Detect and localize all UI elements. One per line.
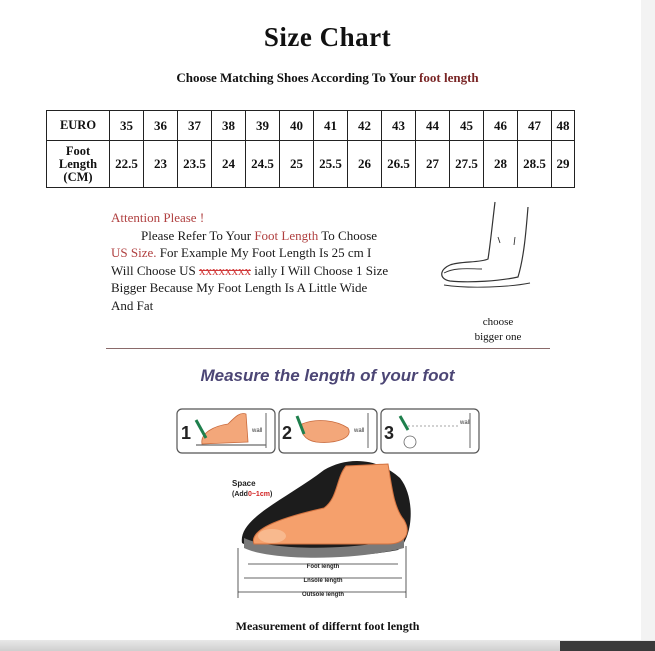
attention-line-1a: Please Refer To Your xyxy=(141,227,255,243)
euro-size-cell: 39 xyxy=(246,111,280,141)
subtitle-prefix: Choose Matching Shoes According To Your xyxy=(176,70,420,85)
outsole-length-label: Outsole length xyxy=(302,592,344,598)
euro-size-cell: 46 xyxy=(484,111,518,141)
foot-length-header xyxy=(47,141,110,188)
attention-line-2 xyxy=(111,244,441,262)
page-title: Size Chart xyxy=(263,22,392,52)
measure-title: Measure the length of your foot xyxy=(200,366,455,385)
attention-redacted: xxxxxxxx xyxy=(198,262,251,278)
euro-size-cell: 47 xyxy=(518,111,552,141)
section-divider xyxy=(106,348,550,349)
space-value-line xyxy=(232,491,272,498)
choose-note-line2: bigger one xyxy=(474,331,522,343)
foot-length-row xyxy=(47,141,575,188)
attention-us-size: US Size. xyxy=(111,245,157,260)
step-2-wall-label: wall xyxy=(354,428,365,434)
attention-line-2b: For Example My Foot Length Is 25 cm I xyxy=(156,245,372,260)
euro-row xyxy=(47,111,575,141)
choose-note-line1: choose xyxy=(482,316,514,328)
euro-size-cell: 42 xyxy=(348,111,382,141)
foot-length-header-line3: (CM) xyxy=(63,169,93,184)
euro-size-cell: 44 xyxy=(416,111,450,141)
attention-line-4: Bigger Because My Foot Length Is A Little Wide xyxy=(111,280,368,295)
subtitle xyxy=(0,70,655,86)
foot-length-header-line1: Foot xyxy=(65,143,91,158)
step-3-wall-label: wall xyxy=(460,420,471,426)
attention-note xyxy=(111,209,441,314)
foot-length-cell: 28.5 xyxy=(518,141,552,188)
measurement-caption: Measurement of differnt foot length xyxy=(235,619,420,633)
choose-bigger-note xyxy=(458,315,538,345)
page-edge-corner xyxy=(560,641,655,651)
foot-length-cell: 28 xyxy=(484,141,518,188)
page-edge-right xyxy=(641,0,655,651)
space-value-suffix: ) xyxy=(269,491,273,498)
space-label: Space xyxy=(232,479,256,488)
euro-size-cell: 41 xyxy=(314,111,348,141)
euro-header: EURO xyxy=(47,111,110,141)
foot-sketch-illustration xyxy=(430,197,540,307)
foot-length-label: Foot length xyxy=(306,564,340,570)
step-3-number: 3 xyxy=(384,423,395,443)
foot-length-cell: 22.5 xyxy=(110,141,144,188)
foot-length-header-line2: Length xyxy=(58,156,98,171)
attention-line-5: And Fat xyxy=(111,297,154,313)
page-edge-bottom xyxy=(0,640,655,651)
step-1-number: 1 xyxy=(181,423,192,443)
step-1 xyxy=(177,409,275,453)
step-1-wall-label: wall xyxy=(252,428,263,434)
step-3 xyxy=(381,409,479,453)
euro-size-cell: 37 xyxy=(178,111,212,141)
foot-measurement-diagram xyxy=(228,458,418,608)
attention-line-1c: To Choose xyxy=(318,227,378,243)
attention-heading: Attention Please ! xyxy=(111,210,205,225)
euro-size-cell: 43 xyxy=(382,111,416,141)
foot-length-cell: 24.5 xyxy=(246,141,280,188)
space-value: 0~1cm xyxy=(247,491,270,498)
euro-size-cell: 36 xyxy=(144,111,178,141)
foot-length-cell: 27 xyxy=(416,141,450,188)
size-table xyxy=(46,110,575,188)
measuring-steps xyxy=(176,408,481,454)
subtitle-highlight: foot length xyxy=(419,70,479,85)
euro-size-cell: 48 xyxy=(552,111,575,141)
attention-line-3c: ially I Will Choose 1 Size xyxy=(250,262,389,278)
foot-length-cell: 26.5 xyxy=(382,141,416,188)
attention-line-3 xyxy=(111,262,441,280)
step-2-number: 2 xyxy=(282,423,293,443)
euro-size-cell: 45 xyxy=(450,111,484,141)
foot-length-cell: 25.5 xyxy=(314,141,348,188)
foot-length-cell: 29 xyxy=(552,141,575,188)
euro-size-cell: 35 xyxy=(110,111,144,141)
foot-length-cell: 24 xyxy=(212,141,246,188)
euro-size-cell: 38 xyxy=(212,111,246,141)
step-2 xyxy=(279,409,377,453)
attention-foot-length: Foot Length xyxy=(254,227,319,243)
space-value-prefix: (Add xyxy=(232,491,248,498)
attention-line-1 xyxy=(111,227,441,245)
foot-length-cell: 23 xyxy=(144,141,178,188)
foot-length-cell: 23.5 xyxy=(178,141,212,188)
attention-line-3a: Will Choose US xyxy=(111,262,199,278)
foot-length-cell: 25 xyxy=(280,141,314,188)
insole-length-label: Lnsole length xyxy=(303,578,343,584)
euro-size-cell: 40 xyxy=(280,111,314,141)
foot-length-cell: 26 xyxy=(348,141,382,188)
foot-length-cell: 27.5 xyxy=(450,141,484,188)
